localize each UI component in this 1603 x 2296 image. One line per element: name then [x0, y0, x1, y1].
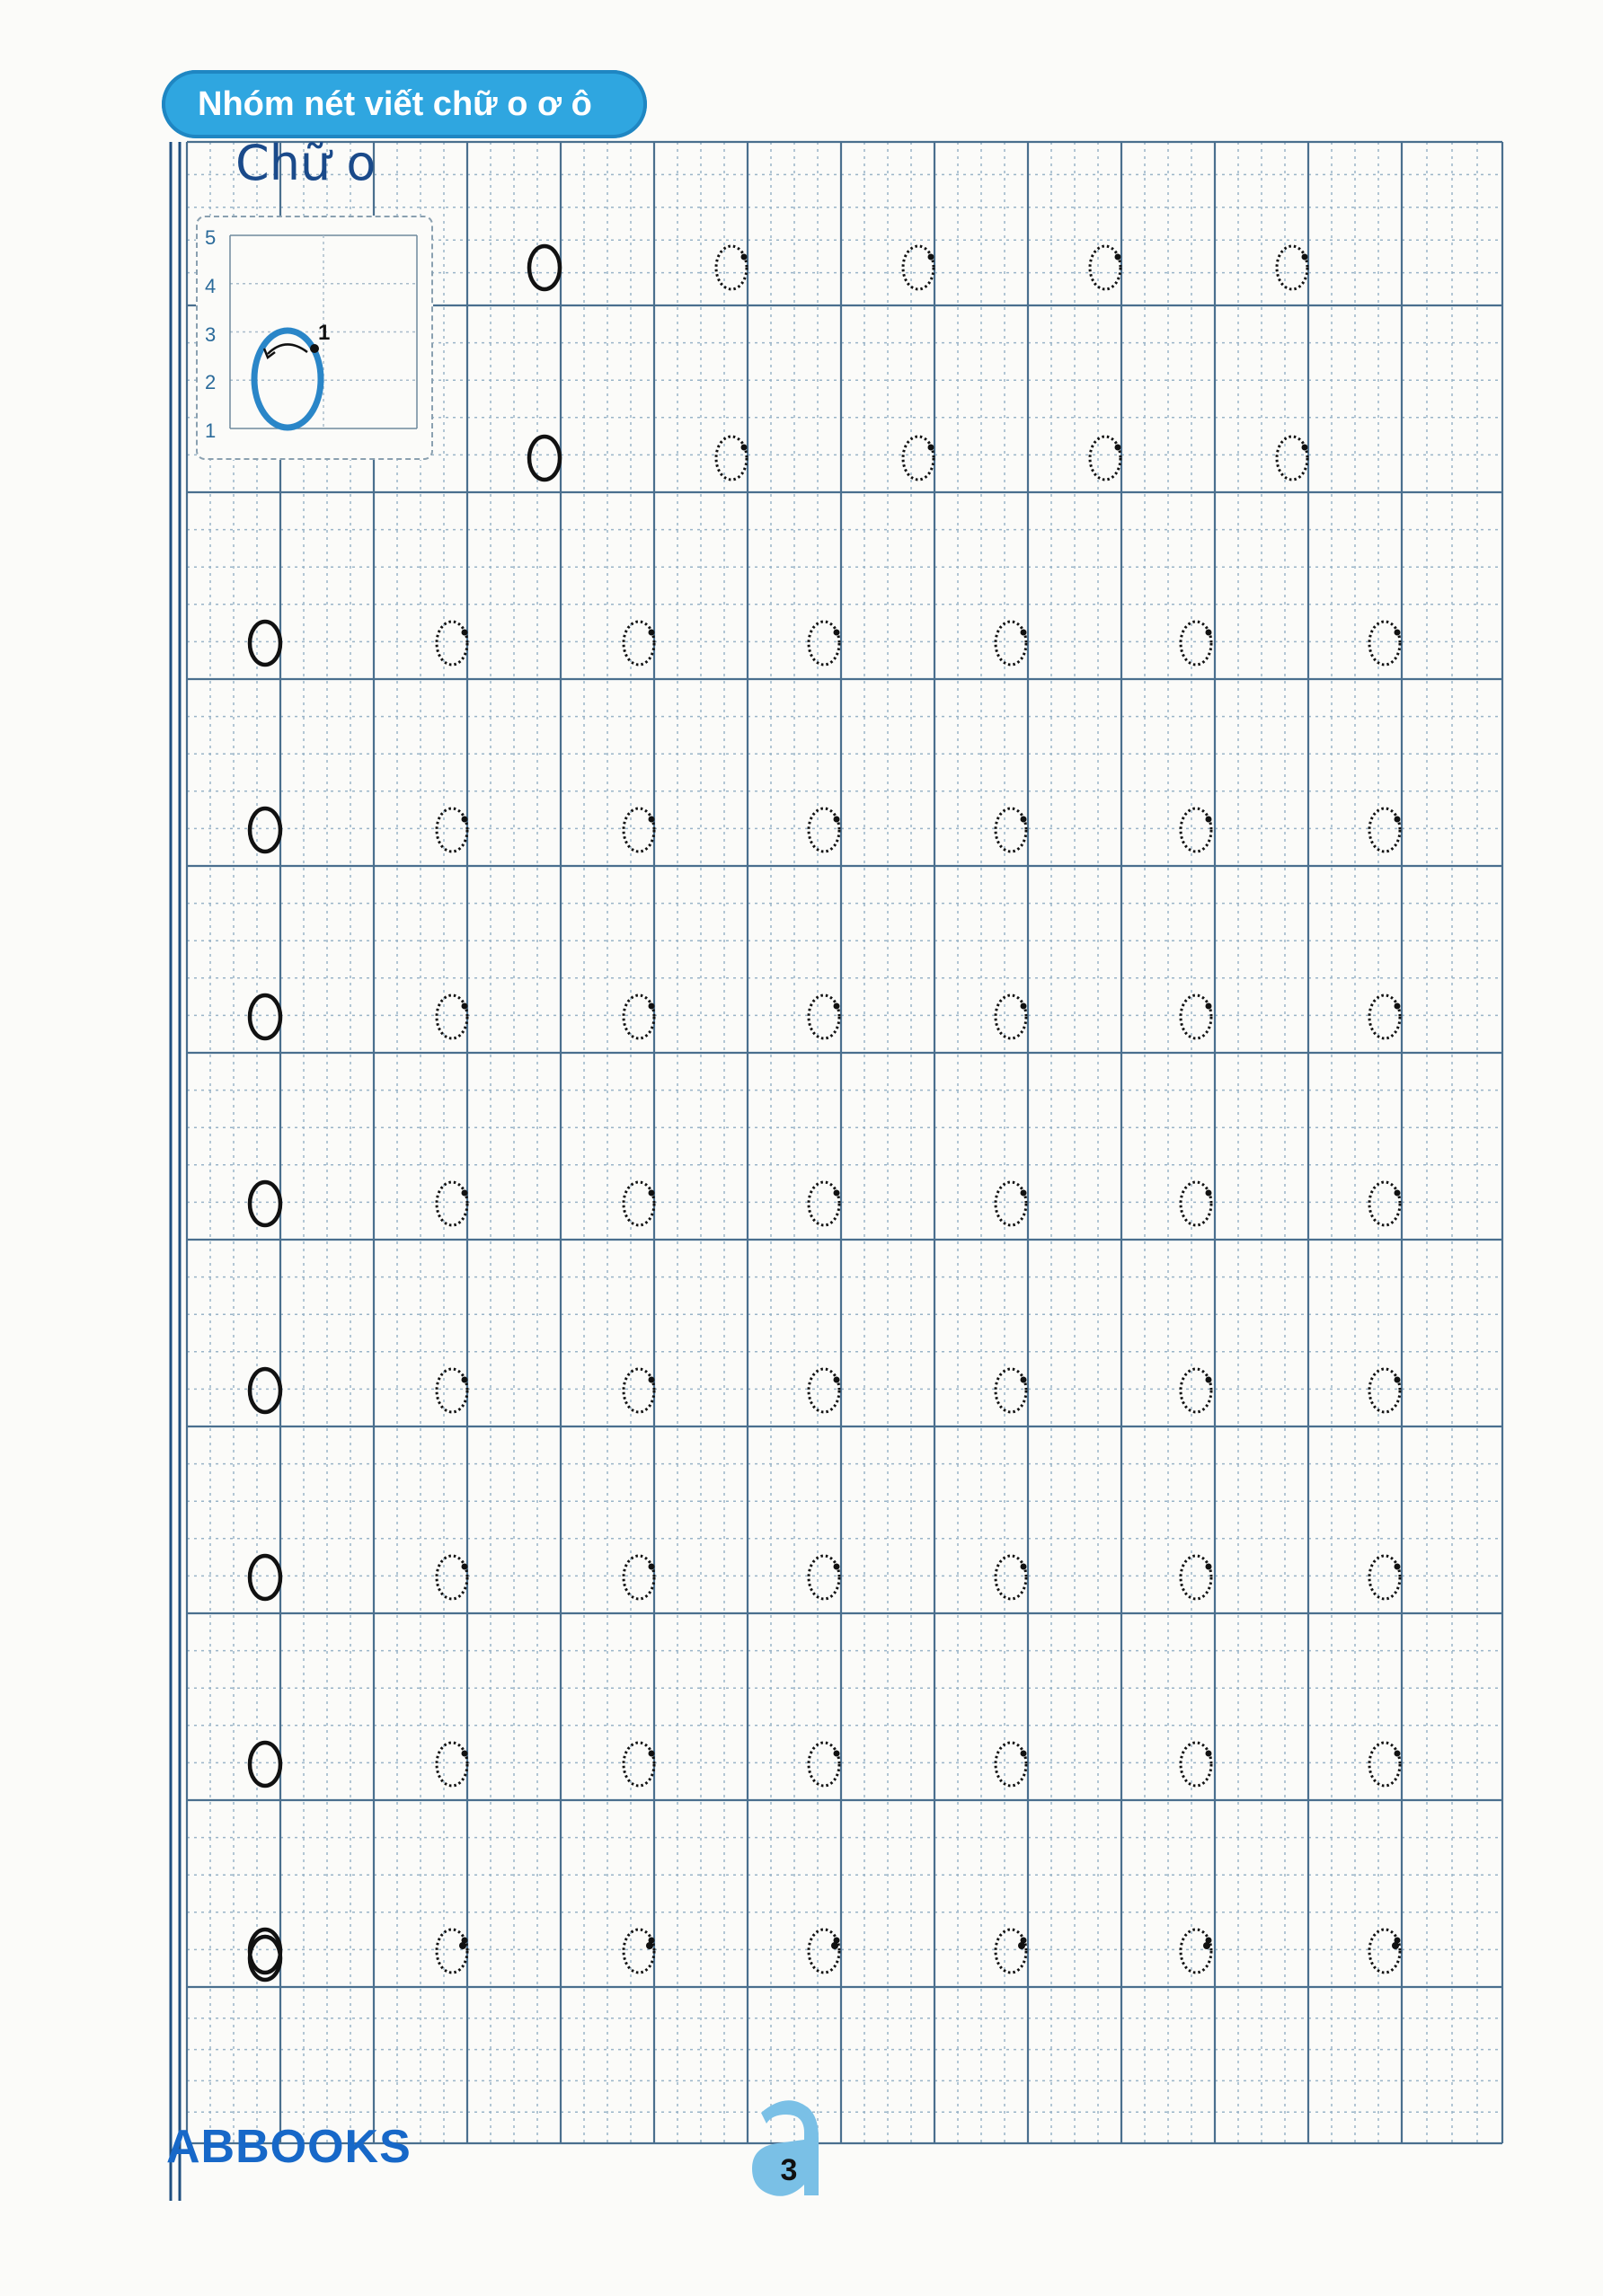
traced-letter-o: [996, 995, 1026, 1038]
traced-letter-o: [903, 246, 934, 289]
traced-letter-o: [1369, 808, 1400, 852]
start-dot: [1021, 630, 1027, 636]
start-dot: [834, 1190, 840, 1197]
traced-letter-o: [809, 1743, 839, 1786]
traced-letter-o: [1369, 1556, 1400, 1599]
traced-letter-o: [624, 1182, 654, 1225]
traced-letter-o: [1181, 1930, 1211, 1973]
start-dot: [649, 1003, 655, 1010]
traced-letter-o: [1277, 437, 1307, 480]
traced-letter-o: [903, 437, 934, 480]
traced-letter-o: [1369, 1369, 1400, 1412]
start-dot: [462, 1190, 468, 1197]
guide-row-number: 4: [205, 274, 217, 297]
start-dot: [1021, 1751, 1027, 1757]
start-dot: [1206, 1564, 1212, 1570]
traced-letter-o: [437, 622, 467, 665]
model-letter-o: [250, 1182, 280, 1225]
start-dot: [649, 1564, 655, 1570]
traced-letter-o: [1369, 1182, 1400, 1225]
start-dot: [1206, 1377, 1212, 1383]
traced-letter-o: [1369, 1930, 1400, 1973]
model-letter-o: [250, 1556, 280, 1599]
stroke-step-number: 1: [318, 321, 331, 345]
traced-letter-o: [437, 1556, 467, 1599]
start-dot: [1206, 1751, 1212, 1757]
start-dot: [1206, 817, 1212, 823]
traced-letter-o: [809, 1182, 839, 1225]
guide-start-dot: [310, 344, 319, 353]
traced-letter-o: [996, 1930, 1026, 1973]
start-dot: [741, 445, 748, 451]
start-dot: [741, 254, 748, 261]
model-letter-o: [250, 995, 280, 1038]
traced-letter-o: [437, 1930, 467, 1973]
start-dot: [834, 1564, 840, 1570]
start-dot: [1206, 1003, 1212, 1010]
start-dot: [649, 817, 655, 823]
traced-letter-o: [437, 808, 467, 852]
traced-letter-o: [1181, 1556, 1211, 1599]
traced-letter-o: [996, 1556, 1026, 1599]
start-dot: [928, 254, 934, 261]
start-dot: [1115, 254, 1121, 261]
page-banner: Nhóm nét viết chữ o ơ ô: [162, 70, 647, 138]
traced-letter-o: [1090, 437, 1120, 480]
start-dot: [834, 1003, 840, 1010]
start-dot: [462, 1377, 468, 1383]
start-dot: [462, 1564, 468, 1570]
traced-letter-o: [1181, 622, 1211, 665]
stroke-guide-diagram: [198, 217, 435, 462]
start-dot: [462, 1003, 468, 1010]
start-dot: [1395, 1564, 1401, 1570]
start-dot: [834, 817, 840, 823]
traced-letter-o: [1369, 622, 1400, 665]
start-dot: [462, 630, 468, 636]
traced-letter-o: [809, 622, 839, 665]
traced-letter-o: [624, 808, 654, 852]
model-letter-o: [529, 437, 560, 480]
start-dot: [1395, 1377, 1401, 1383]
start-dot: [649, 630, 655, 636]
traced-letter-o: [996, 1182, 1026, 1225]
stroke-guide-box: [196, 216, 433, 460]
section-title: Chữ o: [235, 135, 376, 191]
start-dot: [1206, 630, 1212, 636]
start-dot: [459, 1942, 466, 1949]
traced-letter-o: [624, 995, 654, 1038]
start-dot: [1021, 1003, 1027, 1010]
start-dot: [649, 1377, 655, 1383]
traced-letter-o: [624, 622, 654, 665]
traced-letter-o: [1369, 1743, 1400, 1786]
traced-letter-o: [624, 1930, 654, 1973]
traced-letter-o: [1181, 1369, 1211, 1412]
traced-letter-o: [1369, 995, 1400, 1038]
traced-letter-o: [437, 1369, 467, 1412]
start-dot: [1021, 1564, 1027, 1570]
traced-letter-o: [809, 995, 839, 1038]
traced-letter-o: [809, 1930, 839, 1973]
start-dot: [834, 1751, 840, 1757]
traced-letter-o: [624, 1369, 654, 1412]
start-dot: [649, 1190, 655, 1197]
model-letter-o: [250, 622, 280, 665]
start-dot: [462, 1751, 468, 1757]
traced-letter-o: [1181, 1182, 1211, 1225]
start-dot: [834, 1377, 840, 1383]
page-number: 3: [780, 2153, 798, 2187]
traced-letter-o: [437, 995, 467, 1038]
start-dot: [1302, 254, 1308, 261]
start-dot: [1206, 1190, 1212, 1197]
traced-letter-o: [1090, 246, 1120, 289]
traced-letter-o: [996, 808, 1026, 852]
traced-letter-o: [996, 1369, 1026, 1412]
start-dot: [1392, 1942, 1399, 1949]
traced-letter-o: [624, 1556, 654, 1599]
traced-letter-o: [437, 1743, 467, 1786]
start-dot: [1021, 1377, 1027, 1383]
guide-row-number: 3: [205, 322, 217, 346]
start-dot: [1395, 630, 1401, 636]
traced-letter-o: [809, 1556, 839, 1599]
start-dot: [1018, 1942, 1025, 1949]
start-dot: [1021, 1190, 1027, 1197]
model-letter-o: [250, 1369, 280, 1412]
traced-letter-o: [1277, 246, 1307, 289]
traced-letter-o: [716, 246, 747, 289]
start-dot: [928, 445, 934, 451]
traced-letter-o: [624, 1743, 654, 1786]
start-dot: [1021, 817, 1027, 823]
traced-letter-o: [809, 808, 839, 852]
traced-letter-o: [1181, 808, 1211, 852]
traced-letter-o: [809, 1369, 839, 1412]
traced-letter-o: [1181, 995, 1211, 1038]
start-dot: [646, 1942, 653, 1949]
brand-logo: ABBOOKS: [166, 2121, 412, 2173]
traced-letter-o: [716, 437, 747, 480]
traced-letter-o: [1181, 1743, 1211, 1786]
start-dot: [649, 1751, 655, 1757]
guide-row-number: 5: [205, 226, 217, 249]
start-dot: [1115, 445, 1121, 451]
start-dot: [1203, 1942, 1210, 1949]
model-letter-o: [250, 1743, 280, 1786]
start-dot: [834, 630, 840, 636]
start-dot: [1395, 1003, 1401, 1010]
start-dot: [1395, 1190, 1401, 1197]
guide-row-number: 2: [205, 371, 217, 394]
model-letter-o: [529, 246, 560, 289]
guide-row-number: 1: [205, 419, 217, 442]
model-letter-o: [250, 808, 280, 852]
traced-letter-o: [996, 622, 1026, 665]
start-dot: [1302, 445, 1308, 451]
start-dot: [831, 1942, 838, 1949]
start-dot: [1395, 817, 1401, 823]
start-dot: [462, 817, 468, 823]
traced-letter-o: [437, 1182, 467, 1225]
start-dot: [1395, 1751, 1401, 1757]
traced-letter-o: [996, 1743, 1026, 1786]
